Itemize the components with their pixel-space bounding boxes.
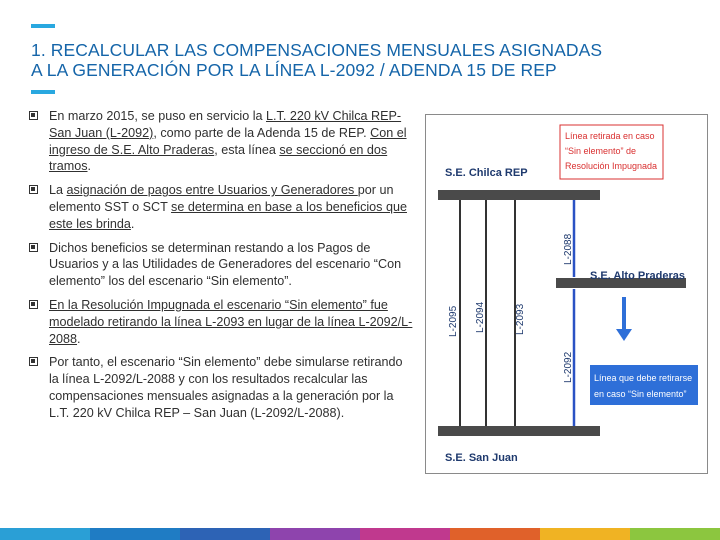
checkbox-bullet-icon bbox=[29, 243, 38, 252]
bullet-item-5: Por tanto, el escenario “Sin elemento” debe simularse retirando la línea L-2092/L-2088 y con los resultados recalcular las compensaciones mensuales asignadas a la generación por la L.T. 220 kV Chilca REP – San Juan (L-2092/L-2088). bbox=[29, 354, 415, 421]
note-red-line-3: Resolución Impugnada bbox=[565, 161, 658, 171]
note-blue-line-1: Línea que debe retirarse bbox=[594, 373, 693, 383]
bullet-item-3: Dichos beneficios se determinan restando a los Pagos de Usuarios y a las Utilidades de Generadores del escenario “Con elemento” los del escenario “Sin elemento”. bbox=[29, 240, 415, 290]
line-l2095-label: L-2095 bbox=[448, 305, 459, 337]
footer-stripe bbox=[450, 528, 540, 540]
single-line-diagram bbox=[425, 114, 708, 474]
diagram-svg bbox=[426, 115, 707, 473]
bullet-list bbox=[29, 108, 415, 429]
footer-stripe bbox=[270, 528, 360, 540]
footer-stripe bbox=[180, 528, 270, 540]
bus-san-juan bbox=[438, 426, 600, 436]
footer-stripe bbox=[0, 528, 90, 540]
note-blue-line-2: en caso “Sin elemento” bbox=[594, 389, 687, 399]
note-red-line-1: Línea retirada en caso bbox=[565, 131, 655, 141]
footer-stripe bbox=[630, 528, 720, 540]
bullet-item-2: La asignación de pagos entre Usuarios y Generadores por un elemento SST o SCT se determina en base a los beneficios que este les brinda. bbox=[29, 182, 415, 232]
bottom-accent-bar bbox=[31, 90, 55, 94]
title-line-2: A LA GENERACIÓN POR LA LÍNEA L-2092 / ADENDA 15 DE REP bbox=[31, 60, 557, 80]
bullet-item-1: En marzo 2015, se puso en servicio la L.T. 220 kV Chilca REP-San Juan (L-2092), como parte de la Adenda 15 de REP. Con el ingreso de S.E. Alto Praderas, esta línea se seccionó en dos tramos. bbox=[29, 108, 415, 175]
line-l2094-label: L-2094 bbox=[475, 301, 486, 333]
footer-stripe bbox=[360, 528, 450, 540]
line-l2088-label: L-2088 bbox=[563, 233, 574, 265]
bus-alto-label: S.E. Alto Praderas bbox=[590, 270, 685, 282]
footer-stripe bbox=[540, 528, 630, 540]
checkbox-bullet-icon bbox=[29, 111, 38, 120]
footer-stripe bbox=[90, 528, 180, 540]
bullet-item-4: En la Resolución Impugnada el escenario “Sin elemento” fue modelado retirando la línea L-2093 en lugar de la línea L-2092/L-2088. bbox=[29, 297, 415, 347]
note-blue-box bbox=[590, 365, 698, 405]
line-l2092-label: L-2092 bbox=[563, 351, 574, 383]
footer-color-band bbox=[0, 528, 720, 540]
bus-chilca-rep bbox=[438, 190, 600, 200]
checkbox-bullet-icon bbox=[29, 357, 38, 366]
checkbox-bullet-icon bbox=[29, 300, 38, 309]
bus-sanjuan-label: S.E. San Juan bbox=[445, 452, 518, 464]
blue-arrow-head-icon bbox=[616, 329, 632, 341]
note-red-line-2: “Sin elemento” de bbox=[565, 146, 637, 156]
line-l2093-label: L-2093 bbox=[515, 303, 526, 335]
top-accent-bar bbox=[31, 24, 55, 28]
bus-chilca-label: S.E. Chilca REP bbox=[445, 167, 528, 179]
checkbox-bullet-icon bbox=[29, 185, 38, 194]
title-line-1: 1. RECALCULAR LAS COMPENSACIONES MENSUALES ASIGNADAS bbox=[31, 40, 603, 60]
page-title bbox=[31, 40, 701, 80]
